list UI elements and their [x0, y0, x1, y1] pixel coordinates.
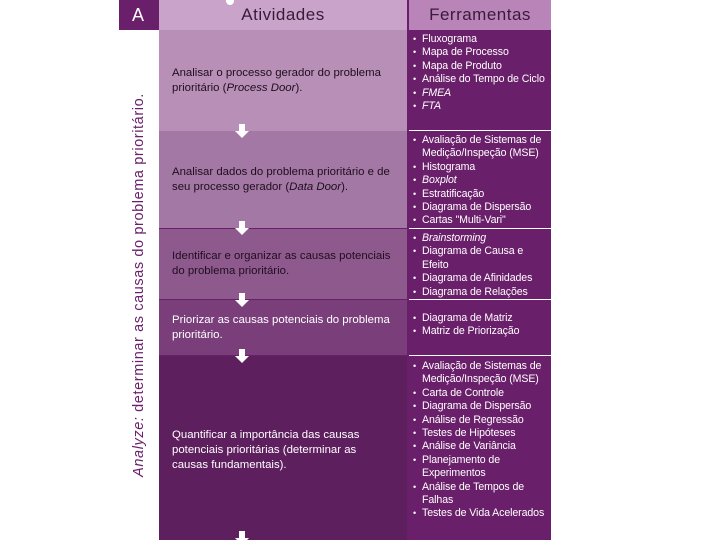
tools-cell	[409, 356, 551, 540]
tools-cell	[409, 30, 551, 131]
tool-item: • FTA	[413, 100, 549, 113]
tool-item: • Avaliação de Sistemas de Medição/Inspeção (MSE)	[413, 134, 549, 161]
down-arrow-icon	[235, 293, 249, 307]
tool-item: • Planejamento de Experimentos	[413, 454, 549, 481]
tool-item: • Testes de Vida Acelerados	[413, 507, 549, 520]
activity-cell	[159, 229, 407, 299]
down-arrow-icon	[235, 531, 249, 545]
tool-item: • Avaliação de Sistemas de Medição/Inspeção (MSE)	[413, 360, 549, 387]
down-arrow-icon	[235, 221, 249, 235]
down-arrow-icon	[235, 124, 249, 138]
tool-item: • Mapa de Produto	[413, 60, 549, 73]
tools-list	[413, 33, 549, 113]
tool-item: • Boxplot	[413, 174, 549, 187]
tool-item: • Testes de Hipóteses	[413, 427, 549, 440]
activities-header: Atividades	[159, 0, 407, 30]
tools-list	[413, 312, 549, 339]
down-arrow-icon	[235, 349, 249, 363]
tool-item: • Diagrama de Dispersão	[413, 201, 549, 214]
activity-cell	[159, 30, 407, 131]
tool-item: • Carta de Controle	[413, 387, 549, 400]
activity-cell	[159, 356, 407, 540]
phase-description	[131, 93, 147, 477]
tool-item: • Mapa de Processo	[413, 46, 549, 59]
tools-cell	[409, 131, 551, 228]
tool-item: • Análise do Tempo de Ciclo	[413, 73, 549, 86]
activity-text: Analisar dados do problema prioritário e de seu processo gerador (Data Door).	[172, 165, 390, 193]
tool-item: • Diagrama de Relações	[413, 286, 549, 299]
activity-text: Analisar o processo gerador do problema prioritário (Process Door).	[172, 66, 381, 94]
tools-header: Ferramentas	[409, 0, 551, 30]
tool-item: • Diagrama de Dispersão	[413, 400, 549, 413]
tools-cell	[409, 300, 551, 355]
activity-text: Priorizar as causas potenciais do problema prioritário.	[172, 313, 390, 341]
tools-list	[413, 134, 549, 228]
tool-item: • Diagrama de Causa e Efeito	[413, 245, 549, 272]
phase-name: Analyze:	[131, 416, 147, 477]
phase-letter: A	[119, 0, 157, 30]
tools-list	[413, 232, 549, 299]
tool-item: • Diagrama de Matriz	[413, 312, 549, 325]
tool-item: • Análise de Variância	[413, 440, 549, 453]
tools-cell	[409, 229, 551, 299]
tool-item: • Fluxograma	[413, 33, 549, 46]
activity-cell	[159, 131, 407, 228]
activity-cell	[159, 300, 407, 355]
tool-item: • Histograma	[413, 161, 549, 174]
activity-text: Quantificar a importância das causas potenciais prioritárias (determinar as causas fundamentais).	[172, 428, 360, 471]
tool-item: • FMEA	[413, 87, 549, 100]
tool-item: • Brainstorming	[413, 232, 549, 245]
tools-list	[413, 360, 549, 521]
activity-text: Identificar e organizar as causas potenciais do problema prioritário.	[172, 250, 391, 277]
tool-item: • Análise de Tempos de Falhas	[413, 481, 549, 508]
phase-goal: determinar as causas do problema prioritário.	[131, 93, 147, 417]
tool-item: • Análise de Regressão	[413, 414, 549, 427]
tool-item: • Diagrama de Afinidades	[413, 272, 549, 285]
tool-item: • Cartas "Multi-Vari"	[413, 214, 549, 227]
tool-item: • Estratificação	[413, 188, 549, 201]
tool-item: • Matriz de Priorização	[413, 325, 549, 338]
